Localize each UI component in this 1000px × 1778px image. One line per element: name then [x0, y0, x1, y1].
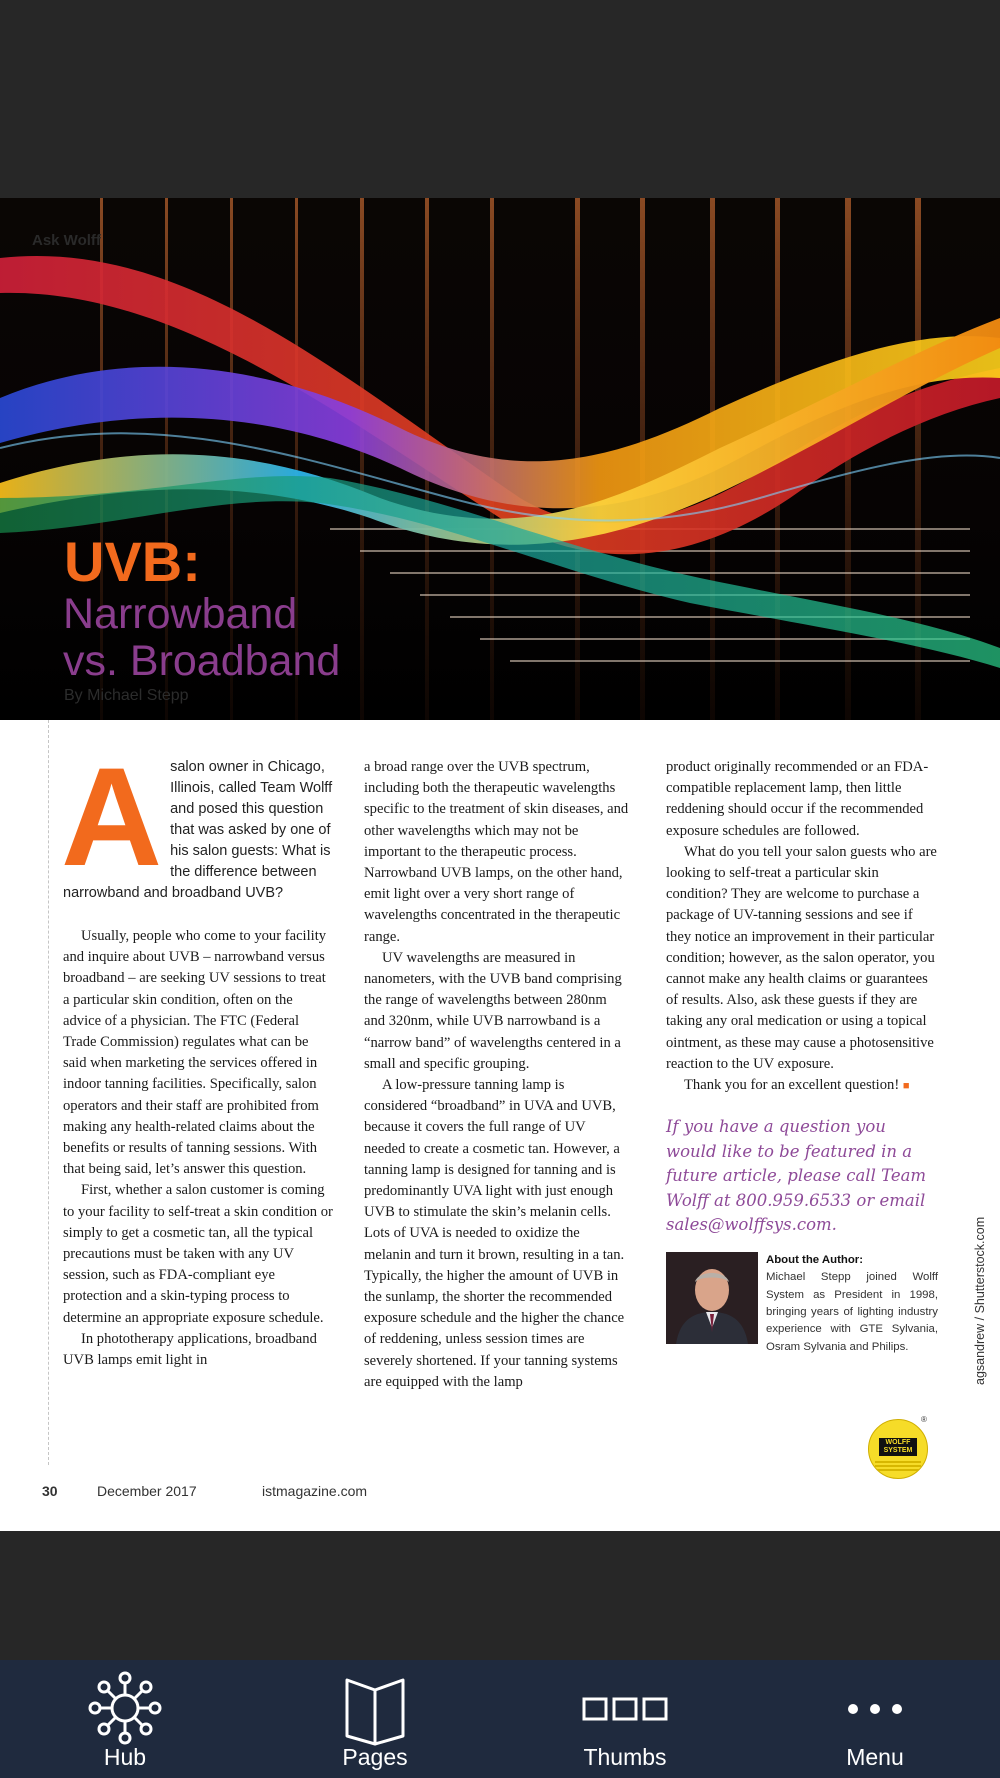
spacer [63, 904, 333, 926]
tab-label: Pages [342, 1744, 408, 1770]
paragraph: Usually, people who come to your facility and inquire about UVB – narrowband versus broadband – are seeking UV sessions to treat a particular skin condition, often on the advice of a physician. The FTC (Federal Trade Commission) regulates what can be said when marketing the services offered in indoor tanning facilities. Specifically, salon operators and their staff are prohibited from making any health-related claims about the benefits or results of tanning sessions. With that being said, let’s answer this question. [63, 928, 327, 1178]
tab-label: Menu [846, 1744, 904, 1770]
paragraph: UV wavelengths are measured in nanometers, with the UVB band comprising the range of wavelengths between 280nm and 320nm, while UVB narrowband is a “narrow band” of wavelengths centered in a small and specific grouping. [364, 949, 622, 1072]
article-column-1 [61, 738, 333, 1371]
closing-line: Thank you for an excellent question! [684, 1077, 900, 1094]
end-mark-icon: ■ [902, 1080, 910, 1093]
paragraph: In phototherapy applications, broadband UVB lamps emit light in [63, 1330, 317, 1369]
pages-icon [250, 1670, 500, 1748]
tab-hub[interactable] [0, 1660, 250, 1778]
logo-text: WOLFF SYSTEM [879, 1438, 917, 1456]
author-bio: Michael Stepp joined Wolff System as President in 1998, bringing years of lighting industry experience with GTE Sylvania, Osram Sylvania and Philips. [766, 1271, 938, 1353]
registered-mark: ® [921, 1415, 927, 1424]
article-subtitle [63, 591, 340, 685]
hub-icon [0, 1670, 250, 1748]
subtitle-line-2: vs. Broadband [63, 637, 341, 685]
article-title: UVB: [64, 530, 201, 593]
bottom-tab-bar [0, 1660, 1000, 1778]
paragraph: First, whether a salon customer is coming to your facility to self-treat a skin condition or simply to get a cosmetic tan, all the typical precautions must be taken with any UV session, such as FDA-compliant eye protection and a skin-typing process to determine an appropriate exposure schedule. [63, 1182, 333, 1326]
paragraph: What do you tell your salon guests who are looking to self-treat a particular skin condition? They are welcome to purchase a package of UV-tanning sessions and see if they notice an improvement in their particular condition; however, as the salon operator, you cannot make any health claims or guarantees of results. Also, ask these guests if they are taking any oral medication or using a topical ointment, as these may cause a photosensitive reaction to the UV exposure. [666, 843, 937, 1072]
paragraph: product originally recommended or an FDA-compatible replacement lamp, then little reddening should occur if the recommended exposure schedules are followed. [666, 759, 929, 839]
paragraph: a broad range over the UVB spectrum, including both the therapeutic wavelengths specific to the treatment of skin diseases, and other wavelengths which may not be important to the therapeutic process. Narrowband UVB lamps, on the other hand, emit light over a very short range of wavelengths concentrated in the therapeutic range. [364, 759, 629, 945]
author-box [666, 1252, 938, 1356]
section-label: Ask Wolff [32, 232, 101, 249]
thumbs-icon [500, 1670, 750, 1748]
magazine-page [0, 198, 1000, 1531]
paragraph: A low-pressure tanning lamp is considered “broadband” in UVA and UVB, because it covers the full range of UV needed to create a cosmetic tan. However, a tanning lamp is designed for tanning and is predominantly UVA light with just enough UVB to stimulate the skin’s melanin cells. Lots of UVA is needed to oxidize the melanin and turn it brown, resulting in a tan. Typically, the higher the amount of UVB in the sunlamp, the shorter the recommended exposure schedule and the higher the chance of reddening, unless session times are severely shortened. If your tanning systems are equipped with the lamp [364, 1077, 625, 1390]
paragraph [666, 1075, 938, 1097]
column-rule [48, 720, 49, 1465]
tab-pages[interactable] [250, 1660, 500, 1778]
drop-cap: A [61, 738, 163, 895]
tab-menu[interactable] [750, 1660, 1000, 1778]
issue-date: December 2017 [97, 1483, 197, 1499]
author-heading: About the Author: [766, 1253, 864, 1266]
menu-icon [750, 1670, 1000, 1748]
tab-label: Hub [103, 1744, 147, 1770]
byline: By Michael Stepp [64, 687, 189, 704]
article-column-3 [666, 757, 938, 1356]
author-portrait-icon [666, 1252, 758, 1344]
callout-text: If you have a question you would like to be featured in a future article, please call Team Wolff at 800.959.6533 or email sales@wolffsys.com. [666, 1117, 927, 1235]
website: istmagazine.com [262, 1483, 368, 1499]
tab-label: Thumbs [583, 1744, 667, 1770]
author-photo [666, 1252, 758, 1344]
wolff-system-logo [868, 1419, 928, 1479]
subtitle-line-1: Narrowband [63, 590, 298, 638]
hero-image [0, 198, 1000, 720]
photo-credit: agsandrew / Shutterstock.com [973, 1216, 987, 1385]
page-number: 30 [42, 1483, 58, 1499]
tab-thumbs[interactable] [500, 1660, 750, 1778]
logo-stripes [875, 1459, 921, 1471]
article-column-2 [364, 757, 630, 1393]
lead-paragraph: salon owner in Chicago, Illinois, called Team Wolff and posed this question that was asked by one of his salon guests: What is the difference between narrowband and broadband UVB? [63, 759, 333, 901]
